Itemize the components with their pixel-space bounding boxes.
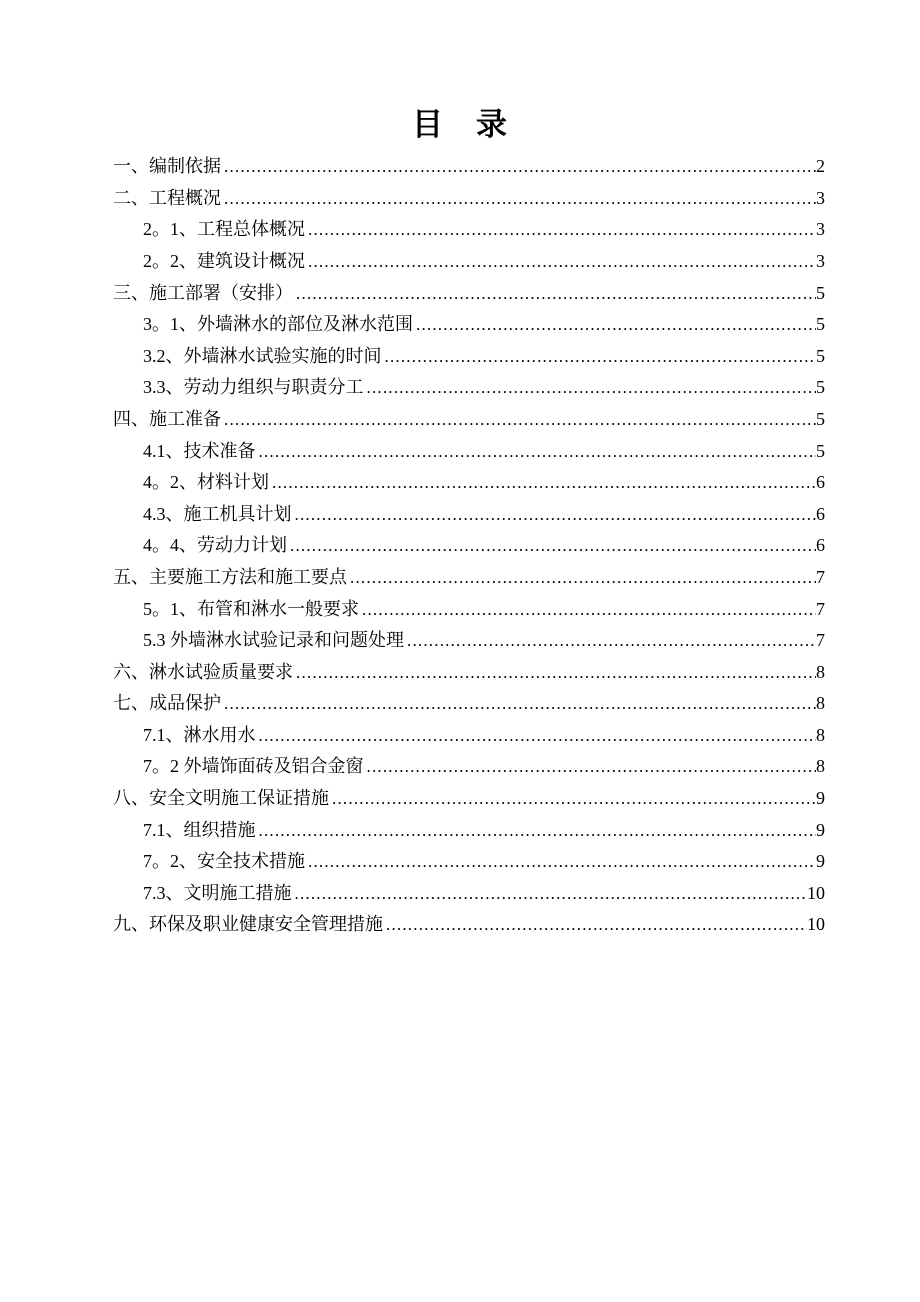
toc-entry[interactable] — [113, 562, 825, 594]
toc-dot-leader — [224, 151, 816, 183]
toc-dot-leader — [296, 657, 816, 689]
toc-entry-label: 4。4、劳动力计划 — [143, 535, 287, 556]
toc-entry-label: 7.1、组织措施 — [143, 819, 256, 840]
toc-entry[interactable] — [113, 436, 825, 468]
toc-entry-page: 7 — [816, 566, 825, 587]
toc-entry[interactable] — [113, 688, 825, 720]
toc-dot-leader — [350, 562, 816, 594]
toc-dot-leader — [308, 246, 816, 278]
toc-entry-label: 八、安全文明施工保证措施 — [113, 788, 329, 809]
toc-entry-page: 6 — [816, 503, 825, 524]
toc-dot-leader — [259, 815, 817, 847]
toc-entry-label: 3。1、外墙淋水的部位及淋水范围 — [143, 314, 413, 335]
toc-entry[interactable] — [113, 499, 825, 531]
toc-dot-leader — [332, 783, 816, 815]
toc-entry[interactable] — [113, 846, 825, 878]
toc-entry-label: 二、工程概况 — [113, 187, 221, 208]
toc-entry[interactable] — [113, 467, 825, 499]
toc-dot-leader — [407, 625, 816, 657]
toc-dot-leader — [259, 720, 817, 752]
toc-dot-leader — [290, 530, 816, 562]
toc-entry-page: 3 — [816, 250, 825, 271]
toc-dot-leader — [362, 594, 816, 626]
toc-entry[interactable] — [113, 404, 825, 436]
toc-entry-page: 7 — [816, 598, 825, 619]
toc-dot-leader — [224, 688, 816, 720]
toc-entry-label: 五、主要施工方法和施工要点 — [113, 566, 347, 587]
toc-title: 目 录 — [412, 107, 508, 142]
toc-dot-leader — [367, 751, 817, 783]
toc-entry[interactable] — [113, 909, 825, 941]
toc-dot-leader — [416, 309, 816, 341]
toc-dot-leader — [308, 846, 816, 878]
toc-dot-leader — [259, 436, 817, 468]
toc-entry-label: 4.3、施工机具计划 — [143, 503, 292, 524]
toc-entry[interactable] — [113, 815, 825, 847]
toc-dot-leader — [295, 499, 817, 531]
toc-dot-leader — [224, 183, 816, 215]
toc-entry-label: 3.3、劳动力组织与职责分工 — [143, 377, 364, 398]
toc-dot-leader — [224, 404, 816, 436]
toc-entry-page: 6 — [816, 472, 825, 493]
toc-entry-label: 七、成品保护 — [113, 693, 221, 714]
toc-entry-page: 9 — [816, 851, 825, 872]
toc-dot-leader — [386, 909, 807, 941]
toc-entry[interactable] — [113, 878, 825, 910]
toc-entry-label: 2。2、建筑设计概况 — [143, 250, 305, 271]
toc-entry-label: 4.1、技术准备 — [143, 440, 256, 461]
toc-entry-page: 10 — [807, 882, 825, 903]
toc-entry-label: 7。2、安全技术措施 — [143, 851, 305, 872]
toc-entry[interactable] — [113, 151, 825, 183]
toc-entry-label: 3.2、外墙淋水试验实施的时间 — [143, 345, 382, 366]
toc-entry-page: 3 — [816, 187, 825, 208]
toc-entry[interactable] — [113, 246, 825, 278]
toc-entry-label: 六、淋水试验质量要求 — [113, 661, 293, 682]
toc-entry-label: 九、环保及职业健康安全管理措施 — [113, 914, 383, 935]
toc-entry-page: 5 — [816, 377, 825, 398]
toc-dot-leader — [385, 341, 817, 373]
toc-entry-page: 8 — [816, 693, 825, 714]
toc-entry-page: 8 — [816, 724, 825, 745]
toc-entry-page: 5 — [816, 440, 825, 461]
toc-dot-leader — [367, 372, 817, 404]
toc-entry[interactable] — [113, 341, 825, 373]
toc-entry-page: 3 — [816, 219, 825, 240]
toc-entry-page: 5 — [816, 314, 825, 335]
toc-entry-label: 7。2 外墙饰面砖及铝合金窗 — [143, 756, 364, 777]
toc-entry[interactable] — [113, 214, 825, 246]
toc-entry-page: 9 — [816, 819, 825, 840]
toc-entry[interactable] — [113, 183, 825, 215]
toc-dot-leader — [295, 878, 808, 910]
toc-entry-page: 5 — [816, 282, 825, 303]
toc-entry[interactable] — [113, 751, 825, 783]
toc-entry-page: 10 — [807, 914, 825, 935]
toc-entry-label: 7.1、淋水用水 — [143, 724, 256, 745]
toc-entry[interactable] — [113, 278, 825, 310]
toc-dot-leader — [296, 278, 816, 310]
toc-entry[interactable] — [113, 783, 825, 815]
toc-entry-label: 4。2、材料计划 — [143, 472, 269, 493]
toc-entry[interactable] — [113, 657, 825, 689]
toc-entry-label: 三、施工部署（安排） — [113, 282, 293, 303]
toc-dot-leader — [308, 214, 816, 246]
toc-entry[interactable] — [113, 372, 825, 404]
toc-entry-page: 2 — [816, 156, 825, 177]
toc-entry[interactable] — [113, 530, 825, 562]
toc-entry-page: 5 — [816, 408, 825, 429]
toc-entry[interactable] — [113, 625, 825, 657]
toc-list — [113, 151, 825, 941]
toc-entry-label: 四、施工准备 — [113, 408, 221, 429]
toc-entry-label: 一、编制依据 — [113, 156, 221, 177]
toc-entry-label: 5.3 外墙淋水试验记录和问题处理 — [143, 630, 404, 651]
toc-entry[interactable] — [113, 309, 825, 341]
toc-entry-page: 8 — [816, 756, 825, 777]
toc-entry-label: 7.3、文明施工措施 — [143, 882, 292, 903]
toc-entry[interactable] — [113, 594, 825, 626]
toc-entry[interactable] — [113, 720, 825, 752]
toc-entry-page: 8 — [816, 661, 825, 682]
toc-entry-page: 6 — [816, 535, 825, 556]
toc-entry-page: 7 — [816, 630, 825, 651]
toc-dot-leader — [272, 467, 816, 499]
toc-entry-page: 9 — [816, 788, 825, 809]
toc-entry-label: 2。1、工程总体概况 — [143, 219, 305, 240]
toc-entry-label: 5。1、布管和淋水一般要求 — [143, 598, 359, 619]
toc-entry-page: 5 — [816, 345, 825, 366]
